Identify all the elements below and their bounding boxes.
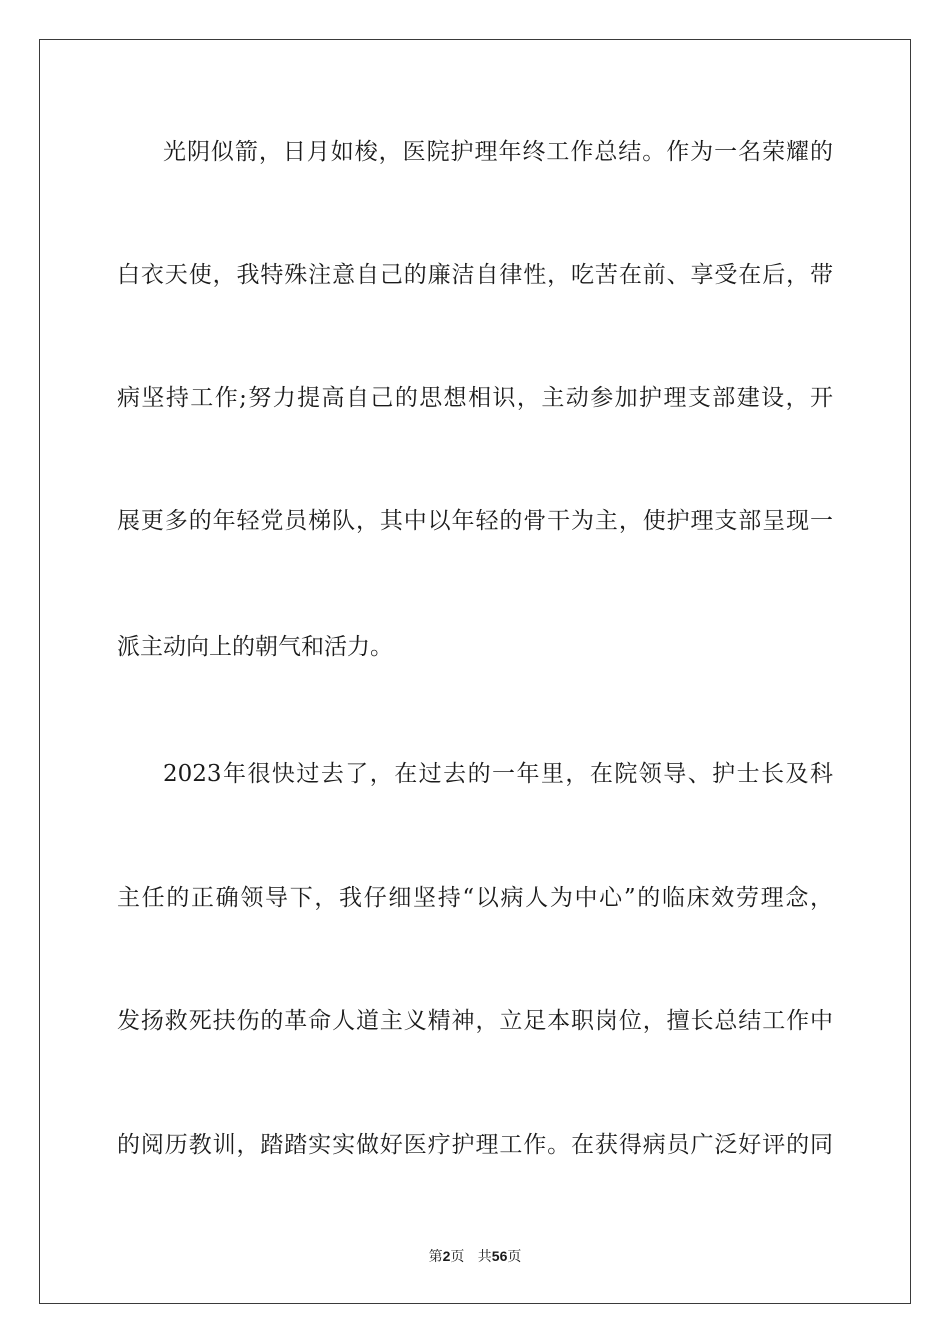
page-border — [39, 39, 911, 1304]
total-prefix: 共 — [477, 1249, 492, 1265]
page-footer — [0, 1246, 950, 1266]
total-suffix: 页 — [507, 1249, 522, 1265]
paragraph-2-line-2: 主任的正确领导下，我仔细坚持“以病人为中心”的临床效劳理念， — [117, 885, 833, 911]
paragraph-1-line-2: 白衣天使，我特殊注意自己的廉洁自律性，吃苦在前、享受在后，带 — [117, 262, 833, 288]
paragraph-2-line-3: 发扬救死扶伤的革命人道主义精神，立足本职岗位，擅长总结工作中 — [117, 1008, 833, 1034]
paragraph-1-line-4: 展更多的年轻党员梯队，其中以年轻的骨干为主，使护理支部呈现一 — [117, 508, 833, 534]
paragraph-2-line-1: 2023年很快过去了，在过去的一年里，在院领导、护士长及科 — [163, 761, 833, 787]
paragraph-1-line-1: 光阴似箭，日月如梭，医院护理年终工作总结。作为一名荣耀的 — [163, 139, 833, 165]
paragraph-1-line-5: 派主动向上的朝气和活力。 — [117, 634, 393, 660]
total-pages: 56 — [491, 1248, 508, 1264]
page-prefix: 第 — [428, 1249, 443, 1265]
paragraph-1-line-3: 病坚持工作;努力提高自己的思想相识，主动参加护理支部建设，开 — [117, 385, 833, 411]
page-number: 2 — [442, 1248, 451, 1264]
page-suffix: 页 — [450, 1249, 465, 1265]
paragraph-2-line-4: 的阅历教训，踏踏实实做好医疗护理工作。在获得病员广泛好评的同 — [117, 1132, 833, 1158]
